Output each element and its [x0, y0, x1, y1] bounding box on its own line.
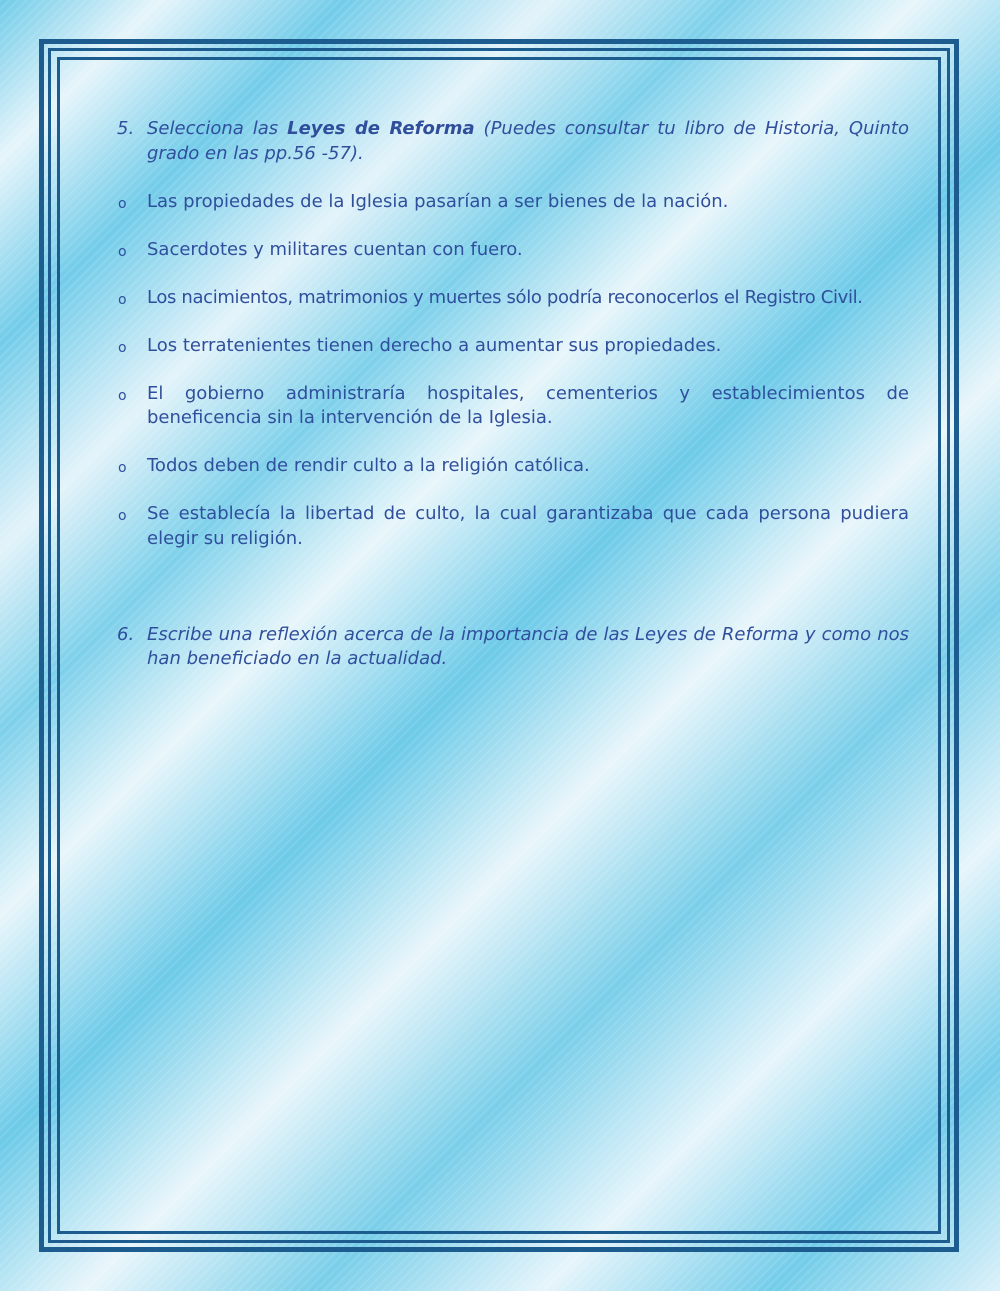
option-text: Las propiedades de la Iglesia pasarían a ser bienes de la nación.: [147, 190, 729, 212]
question-6: [117, 623, 909, 672]
option-item[interactable]: [117, 454, 909, 479]
question-5-suffix: (Puedes consultar tu libro de Historia, Quinto grado en las pp.56 -57).: [147, 118, 909, 164]
option-text: Se establecía la libertad de culto, la cual garantizaba que cada persona pudiera elegir su religión.: [147, 503, 909, 549]
question-5: [117, 117, 909, 166]
option-item[interactable]: [117, 382, 909, 431]
question-5-prefix: Selecciona las: [147, 118, 288, 139]
spacer: [117, 575, 909, 623]
circle-bullet-icon: o: [118, 243, 127, 260]
option-text: Sacerdotes y militares cuentan con fuero.: [147, 238, 523, 260]
circle-bullet-icon: o: [118, 460, 127, 476]
option-item[interactable]: [117, 238, 909, 263]
option-item[interactable]: [117, 502, 909, 551]
option-item[interactable]: [117, 286, 909, 311]
question-5-emphasis: Leyes de Reforma: [287, 118, 475, 139]
option-text: Los terratenientes tienen derecho a aumentar sus propiedades.: [147, 334, 722, 356]
circle-bullet-icon: o: [118, 387, 127, 404]
question-6-text: Escribe una reflexión acerca de la importancia de las Leyes de Reforma y como nos han beneficiado en la actualidad.: [147, 623, 909, 669]
option-text: Todos deben de rendir culto a la religión católica.: [147, 455, 590, 476]
question-5-number: 5.: [117, 118, 135, 139]
option-text: El gobierno administraría hospitales, cementerios y establecimientos de beneficencia sin la intervención de la Iglesia.: [147, 382, 909, 428]
circle-bullet-icon: o: [118, 195, 127, 212]
circle-bullet-icon: o: [118, 291, 127, 308]
question-6-number: 6.: [117, 623, 135, 645]
circle-bullet-icon: o: [118, 508, 127, 524]
option-text: Los nacimientos, matrimonios y muertes sólo podría reconocerlos el Registro Civil.: [147, 286, 863, 308]
option-item[interactable]: [117, 334, 909, 359]
circle-bullet-icon: o: [118, 339, 127, 356]
option-item[interactable]: [117, 190, 909, 215]
worksheet-content: [117, 117, 909, 695]
